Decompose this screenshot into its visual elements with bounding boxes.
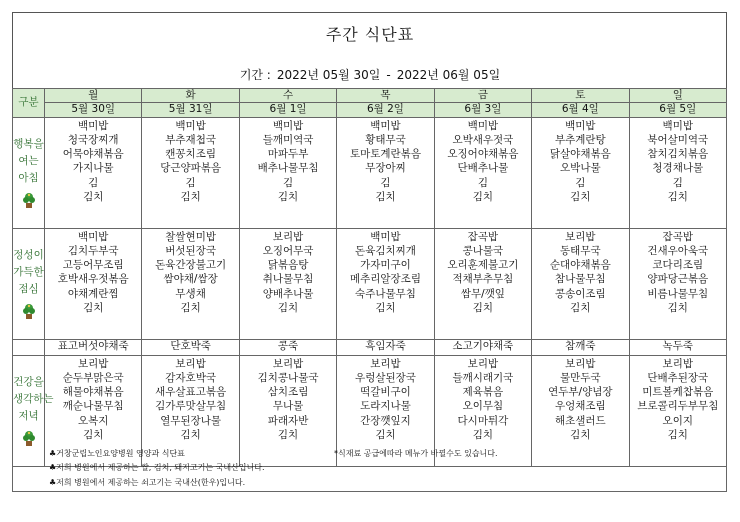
breakfast-label-line: 행복을 xyxy=(13,138,44,151)
day-header: 수 xyxy=(239,89,336,103)
gubun-header: 구분 xyxy=(13,89,45,118)
menu-item: 김치 xyxy=(277,301,299,314)
date-header: 6월 4일 xyxy=(532,103,629,117)
menu-item: 오복지 xyxy=(77,414,109,427)
menu-item: 취나물무침 xyxy=(262,273,314,286)
breakfast-menu-cell xyxy=(434,117,531,228)
date-header: 5월 31일 xyxy=(142,103,239,117)
menu-item: 쌈야채/쌈장 xyxy=(163,273,218,286)
supply-note: *식재료 공급에따라 메뉴가 바뀔수도 있습니다. xyxy=(334,449,498,458)
breakfast-label-line: 아침 xyxy=(18,172,39,185)
porridge-cell: 콩죽 xyxy=(239,339,336,355)
menu-item: 청국장찌개 xyxy=(67,134,119,146)
menu-item: 파래자반 xyxy=(267,414,309,427)
menu-item: 오리훈제불고기 xyxy=(447,259,519,272)
lunch-label-line: 점심 xyxy=(18,283,39,296)
plant-icon xyxy=(22,302,36,320)
lunch-menu-cell xyxy=(532,228,629,339)
menu-item: 오징어야채볶음 xyxy=(447,148,519,161)
porridge-cell: 소고기야채죽 xyxy=(434,339,531,355)
menu-item: 김치두부국 xyxy=(67,245,119,257)
date-header: 6월 2일 xyxy=(337,103,434,117)
porridge-cell: 녹두죽 xyxy=(629,339,726,355)
menu-item: 우렁살된장국 xyxy=(355,372,416,384)
menu-item: 무나물 xyxy=(272,400,304,413)
date-header: 6월 1일 xyxy=(239,103,336,117)
menu-item: 버섯된장국 xyxy=(165,245,216,257)
menu-item: 고등어무조림 xyxy=(62,259,124,272)
menu-item: 닭볶음탕 xyxy=(267,259,309,272)
menu-item: 단배추나물 xyxy=(457,162,509,175)
menu-table xyxy=(12,88,727,467)
breakfast-menu-cell xyxy=(239,117,336,228)
menu-item: 청경채나물 xyxy=(652,162,704,175)
menu-item: 닭살야채볶음 xyxy=(549,148,611,161)
day-header: 목 xyxy=(337,89,434,103)
menu-item: 백미밥 xyxy=(272,119,304,132)
menu-item: 김치 xyxy=(472,301,494,314)
lunch-menu-cell xyxy=(142,228,239,339)
menu-item: 김치 xyxy=(180,190,201,203)
menu-item: 물만두국 xyxy=(560,372,601,384)
menu-item: 김치 xyxy=(570,428,591,441)
period-label: 기간 : xyxy=(239,68,271,82)
day-header: 금 xyxy=(434,89,531,103)
menu-item: 돈육간장불고기 xyxy=(155,259,227,272)
menu-item: 마파두부 xyxy=(267,148,309,161)
menu-item: 백미밥 xyxy=(175,119,206,132)
lunch-menu-cell xyxy=(239,228,336,339)
menu-item: 오박새우젓국 xyxy=(452,134,514,146)
porridge-cell: 단호박죽 xyxy=(142,339,239,355)
menu-item: 김치 xyxy=(277,428,299,441)
breakfast-row xyxy=(13,117,727,228)
breakfast-menu-cell xyxy=(142,117,239,228)
menu-item: 우엉채조림 xyxy=(554,400,606,413)
lunch-menu-cell xyxy=(45,228,142,339)
menu-item: 오징어무국 xyxy=(262,245,314,257)
menu-item: 돈육김치찌개 xyxy=(355,245,416,257)
date-row xyxy=(13,103,727,117)
menu-item: 김치 xyxy=(83,190,104,203)
period-separator: - xyxy=(386,68,391,82)
breakfast-label-line: 여는 xyxy=(18,155,39,168)
date-header: 5월 30일 xyxy=(45,103,142,117)
porridge-row xyxy=(13,339,727,355)
menu-item: 무생채 xyxy=(175,287,206,300)
lunch-menu-cell xyxy=(337,228,434,339)
page-title: 주간 식단표 xyxy=(325,25,415,44)
hospital-note: ♣거창군립노인요양병원 영양과 식단표 xyxy=(49,449,185,458)
menu-item: 김치 xyxy=(667,428,688,441)
menu-item: 김 xyxy=(380,176,391,189)
menu-item: 새우살표고볶음 xyxy=(155,386,227,399)
porridge-label-blank xyxy=(13,339,45,355)
menu-item: 부추재첩국 xyxy=(165,134,216,146)
notes-box xyxy=(12,446,727,492)
menu-item: 김 xyxy=(477,176,488,189)
menu-item: 단배추된장국 xyxy=(647,372,709,384)
menu-item: 김치 xyxy=(83,301,104,314)
menu-item: 쌈무/깻잎 xyxy=(460,287,505,300)
menu-item: 무장아찌 xyxy=(365,162,406,175)
menu-item: 잡곡밥 xyxy=(662,230,693,243)
menu-item: 제육볶음 xyxy=(462,386,504,399)
menu-item: 부추계란탕 xyxy=(554,134,606,146)
day-header: 화 xyxy=(142,89,239,103)
menu-item: 백미밥 xyxy=(662,119,693,132)
lunch-row xyxy=(13,228,727,339)
menu-item: 양배추나물 xyxy=(262,287,314,300)
menu-item: 들깨시래기국 xyxy=(452,372,514,384)
lunch-label-line: 정성이 xyxy=(13,249,44,262)
menu-item: 북어살미역국 xyxy=(647,134,709,146)
menu-item: 김치 xyxy=(570,190,591,203)
menu-item: 백미밥 xyxy=(467,119,499,132)
menu-item: 김치 xyxy=(180,301,201,314)
menu-item: 보리밥 xyxy=(272,230,304,243)
menu-item: 김 xyxy=(575,176,586,189)
lunch-menu-cell xyxy=(434,228,531,339)
menu-item: 숙주나물무침 xyxy=(355,287,416,300)
porridge-cell: 표고버섯야채죽 xyxy=(45,339,142,355)
menu-item: 김치 xyxy=(570,301,591,314)
menu-item: 김가루맛살무침 xyxy=(155,400,227,413)
menu-item: 김치 xyxy=(667,301,688,314)
menu-item: 보리밥 xyxy=(565,230,596,243)
breakfast-menu-cell xyxy=(337,117,434,228)
menu-item: 김치 xyxy=(667,190,688,203)
menu-item: 보리밥 xyxy=(662,357,693,370)
day-header: 토 xyxy=(532,89,629,103)
menu-item: 김 xyxy=(672,176,683,189)
dinner-label-line: 저녁 xyxy=(18,410,39,423)
origin-note-rice: ♣저희 병원에서 제공하는 쌀, 김치, 돼지고기는 국내산입니다. xyxy=(49,463,265,472)
menu-item: 보리밥 xyxy=(370,357,401,370)
menu-item: 백미밥 xyxy=(370,119,401,132)
menu-item: 비름나물무침 xyxy=(647,287,709,300)
menu-item: 호박새우젓볶음 xyxy=(57,273,129,286)
lunch-menu-cell xyxy=(629,228,726,339)
menu-item: 오이무침 xyxy=(462,400,504,413)
menu-item: 다시마튀각 xyxy=(457,414,509,427)
menu-item: 김치 xyxy=(472,428,494,441)
day-row xyxy=(13,89,727,103)
menu-item: 오이지 xyxy=(662,414,693,427)
menu-item: 가지나물 xyxy=(72,162,114,175)
plant-icon xyxy=(22,429,36,447)
menu-item: 보리밥 xyxy=(77,357,109,370)
menu-item: 백미밥 xyxy=(77,119,109,132)
period-start: 2022년 05월 30일 xyxy=(276,68,381,82)
menu-item: 어묵야채볶음 xyxy=(62,148,124,161)
menu-item: 감자호박국 xyxy=(165,372,216,384)
menu-item: 깨순나물무침 xyxy=(62,400,124,413)
porridge-cell: 흑임자죽 xyxy=(337,339,434,355)
menu-item: 떡갈비구이 xyxy=(360,386,411,399)
menu-item: 보리밥 xyxy=(272,357,304,370)
menu-item: 콩나물국 xyxy=(462,245,504,257)
day-header: 월 xyxy=(45,89,142,103)
breakfast-menu-cell xyxy=(629,117,726,228)
menu-item: 배추나물무침 xyxy=(257,162,319,175)
menu-item: 해초샐러드 xyxy=(554,414,606,427)
menu-item: 보리밥 xyxy=(467,357,499,370)
menu-item: 백미밥 xyxy=(370,230,401,243)
menu-item: 해물야채볶음 xyxy=(62,386,124,399)
menu-item: 간장깻잎지 xyxy=(360,414,411,427)
day-header: 일 xyxy=(629,89,726,103)
menu-item: 김치 xyxy=(375,301,396,314)
menu-item: 들깨미역국 xyxy=(262,134,314,146)
menu-item: 김치 xyxy=(375,428,396,441)
menu-item: 참치김치볶음 xyxy=(647,148,709,161)
menu-item: 황태무국 xyxy=(365,134,406,146)
menu-item: 메추리알장조림 xyxy=(349,273,421,286)
menu-item: 백미밥 xyxy=(565,119,596,132)
menu-item: 김 xyxy=(88,176,99,189)
menu-item: 미트볼케찹볶음 xyxy=(642,386,714,399)
menu-item: 순대야채볶음 xyxy=(549,259,611,272)
menu-item: 참나물무침 xyxy=(554,273,606,286)
menu-item: 연두부/양념장 xyxy=(548,386,613,399)
menu-item: 도라지나물 xyxy=(360,400,411,413)
menu-item: 양파당근볶음 xyxy=(647,273,709,286)
date-header: 6월 3일 xyxy=(434,103,531,117)
menu-item: 캔꽁치조림 xyxy=(165,148,216,161)
period-line xyxy=(0,66,740,83)
lunch-label-line: 가득한 xyxy=(13,266,44,279)
menu-item: 김치 xyxy=(83,428,104,441)
menu-item: 김치 xyxy=(472,190,494,203)
breakfast-menu-cell xyxy=(532,117,629,228)
lunch-label xyxy=(13,228,45,339)
menu-item: 김치 xyxy=(277,190,299,203)
menu-item: 김 xyxy=(282,176,294,189)
menu-item: 순두부맑은국 xyxy=(62,372,124,384)
menu-item: 브로콜리두부무침 xyxy=(637,400,719,413)
menu-item: 건새우아욱국 xyxy=(647,245,709,257)
menu-item: 적채부추무침 xyxy=(452,273,514,286)
breakfast-label xyxy=(13,117,45,228)
menu-item: 잡곡밥 xyxy=(467,230,499,243)
menu-item: 찰쌀현미밥 xyxy=(165,230,216,243)
menu-item: 오박나물 xyxy=(560,162,601,175)
menu-item: 김치 xyxy=(375,190,396,203)
menu-item: 콩송이조림 xyxy=(554,287,606,300)
menu-item: 삼치조림 xyxy=(267,386,309,399)
dinner-label-line: 건강을 xyxy=(13,376,44,389)
menu-item: 보리밥 xyxy=(565,357,596,370)
breakfast-menu-cell xyxy=(45,117,142,228)
porridge-cell: 참깨죽 xyxy=(532,339,629,355)
menu-item: 김 xyxy=(185,176,196,189)
menu-item: 백미밥 xyxy=(77,230,109,243)
menu-item: 김치 xyxy=(180,428,201,441)
menu-item: 야채계란찜 xyxy=(67,287,119,300)
menu-item: 열무된장나물 xyxy=(160,414,222,427)
dinner-label-line: 생각하는 xyxy=(13,393,54,406)
menu-item: 김치콩나물국 xyxy=(257,372,319,384)
plant-icon xyxy=(22,191,36,209)
menu-item: 코다리조림 xyxy=(652,259,704,272)
menu-item: 가자미구이 xyxy=(360,259,411,272)
date-header: 6월 5일 xyxy=(629,103,726,117)
origin-note-beef: ♣저희 병원에서 제공하는 쇠고기는 국내산(한우)입니다. xyxy=(49,478,246,487)
period-end: 2022년 06월 05일 xyxy=(396,68,501,82)
menu-item: 토마토계란볶음 xyxy=(349,148,421,161)
menu-item: 보리밥 xyxy=(175,357,206,370)
menu-item: 동태무국 xyxy=(560,245,601,257)
menu-item: 당근양파볶음 xyxy=(160,162,222,175)
